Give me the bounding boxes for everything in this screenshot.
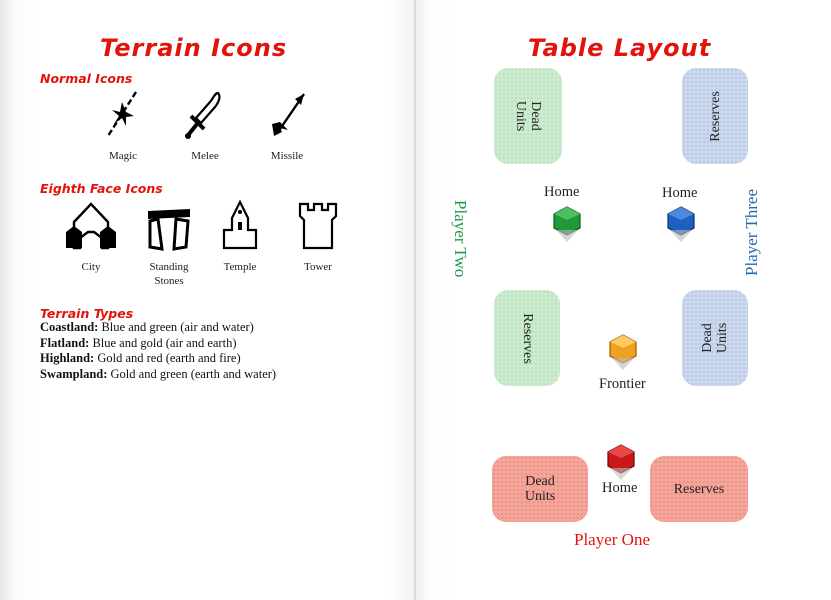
terrain-name: Swampland:	[40, 366, 108, 381]
terrain-desc: Blue and green (air and water)	[101, 320, 254, 334]
player-three-label: Player Three	[742, 188, 761, 276]
home-label-player-three: Home	[662, 185, 698, 201]
right-page	[416, 0, 831, 600]
standing-stones-icon	[144, 205, 194, 251]
tower-label: Tower	[304, 261, 332, 273]
terrain-name: Coastland:	[40, 320, 99, 334]
reserves-card-player-two	[494, 290, 560, 386]
terrain-desc: Gold and green (earth and water)	[110, 366, 277, 381]
temple-label: Temple	[223, 261, 257, 273]
home-label-player-one: Home	[602, 480, 638, 496]
reserves-card-player-three	[682, 68, 748, 164]
standing-stones-label: Standing Stones	[149, 261, 189, 287]
melee-label: Melee	[191, 150, 219, 162]
dead-units-card-player-three	[682, 290, 748, 386]
terrain-icons-title: Terrain Icons	[100, 34, 288, 62]
blue-die-icon	[666, 206, 696, 244]
arrow-icon	[268, 92, 308, 140]
terrain-desc: Blue and gold (air and earth)	[92, 335, 237, 350]
home-label-player-two: Home	[544, 184, 580, 200]
terrain-type-row	[40, 367, 276, 383]
terrain-type-row	[40, 320, 276, 336]
terrain-type-row	[40, 351, 276, 367]
terrain-type-row	[40, 336, 276, 352]
terrain-desc: Gold and red (earth and fire)	[97, 351, 241, 365]
city-label: City	[81, 261, 101, 273]
city-icon	[64, 202, 118, 252]
terrain-types-heading: Terrain Types	[40, 306, 134, 321]
terrain-name: Flatland:	[40, 335, 90, 350]
temple-icon	[220, 200, 260, 252]
red-die-icon	[606, 444, 636, 482]
dead-units-card-player-two	[494, 68, 562, 164]
card-label: Dead Units	[513, 100, 543, 132]
card-label: Reserves	[673, 481, 725, 497]
sword-icon	[184, 90, 224, 140]
green-die-icon	[552, 206, 582, 244]
card-label: Reserves	[707, 90, 723, 142]
missile-label: Missile	[270, 150, 304, 162]
normal-icons-heading: Normal Icons	[40, 71, 133, 86]
terrain-types-list	[40, 320, 276, 382]
player-one-label: Player One	[574, 530, 651, 549]
reserves-card-player-one	[650, 456, 748, 522]
player-two-label: Player Two	[451, 200, 470, 278]
magic-icon	[102, 90, 142, 138]
frontier-label: Frontier	[599, 376, 646, 392]
card-label: Reserves	[519, 312, 535, 364]
terrain-name: Highland:	[40, 351, 95, 365]
card-label: Dead Units	[524, 474, 556, 504]
gold-die-icon	[608, 334, 638, 372]
magic-label: Magic	[108, 150, 138, 162]
dead-units-card-player-one	[492, 456, 588, 522]
tower-icon	[296, 200, 340, 252]
card-label: Dead Units	[700, 322, 730, 354]
table-layout-title: Table Layout	[528, 34, 712, 62]
eighth-face-heading: Eighth Face Icons	[40, 181, 163, 196]
